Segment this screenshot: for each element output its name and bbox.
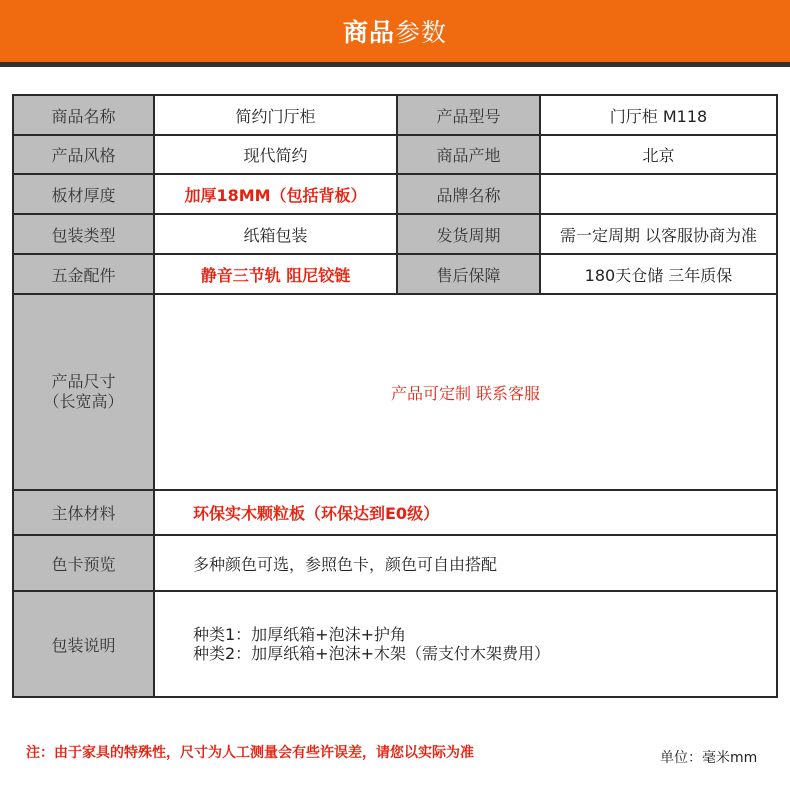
value-hardware: 静音三节轨 阻尼铰链 [200, 265, 351, 285]
value-product-size: 产品可定制 联系客服 [390, 383, 541, 403]
label-hardware: 五金配件 [14, 255, 153, 293]
divider [539, 96, 541, 293]
value-delivery: 需一定周期 以客服协商为准 [559, 225, 758, 245]
value-model: 门厅柜 M118 [609, 106, 708, 126]
title-bold: 商品 [342, 18, 395, 47]
label-size-line2: （长宽高） [43, 392, 124, 411]
footer-note: 注：由于家具的特殊性，尺寸为人工测量会有些许误差，请您以实际为准 [26, 745, 474, 761]
label-material: 主体材料 [14, 491, 153, 534]
label-brand: 品牌名称 [398, 175, 539, 213]
label-color-card: 色卡预览 [14, 536, 153, 590]
divider [153, 293, 155, 696]
page-title [0, 0, 790, 62]
label-product-name: 商品名称 [14, 96, 153, 134]
label-package-type: 包装类型 [14, 215, 153, 253]
value-after-sales: 180天仓储 三年质保 [584, 265, 733, 285]
value-board-thickness: 加厚18MM（包括背板） [184, 185, 367, 205]
value-product-name: 简约门厅柜 [235, 106, 316, 126]
value-brand [541, 175, 776, 213]
packaging-line-2: 种类2：加厚纸箱+泡沫+木架（需支付木架费用） [193, 644, 550, 663]
unit-label: 单位：毫米mm [660, 750, 758, 766]
label-packaging: 包装说明 [14, 592, 153, 696]
label-board-thickness: 板材厚度 [14, 175, 153, 213]
value-origin: 北京 [642, 146, 675, 165]
value-color-card: 多种颜色可选，参照色卡，颜色可自由搭配 [193, 554, 498, 574]
label-after-sales: 售后保障 [398, 255, 539, 293]
packaging-line-1: 种类1：加厚纸箱+泡沫+护角 [193, 625, 406, 644]
title-underline [0, 62, 790, 67]
title-light: 参数 [395, 18, 448, 47]
label-delivery: 发货周期 [398, 215, 539, 253]
label-model: 产品型号 [398, 96, 539, 134]
divider [153, 96, 155, 293]
divider [396, 96, 398, 293]
value-material: 环保实木颗粒板（环保达到E0级） [193, 504, 440, 523]
label-style: 产品风格 [14, 136, 153, 173]
value-style: 现代简约 [243, 146, 308, 165]
spec-table [12, 94, 778, 698]
value-packaging [155, 592, 776, 696]
label-product-size [14, 295, 153, 489]
label-origin: 商品产地 [398, 136, 539, 173]
label-size-line1: 产品尺寸 [51, 372, 116, 391]
value-package-type: 纸箱包装 [243, 225, 308, 245]
